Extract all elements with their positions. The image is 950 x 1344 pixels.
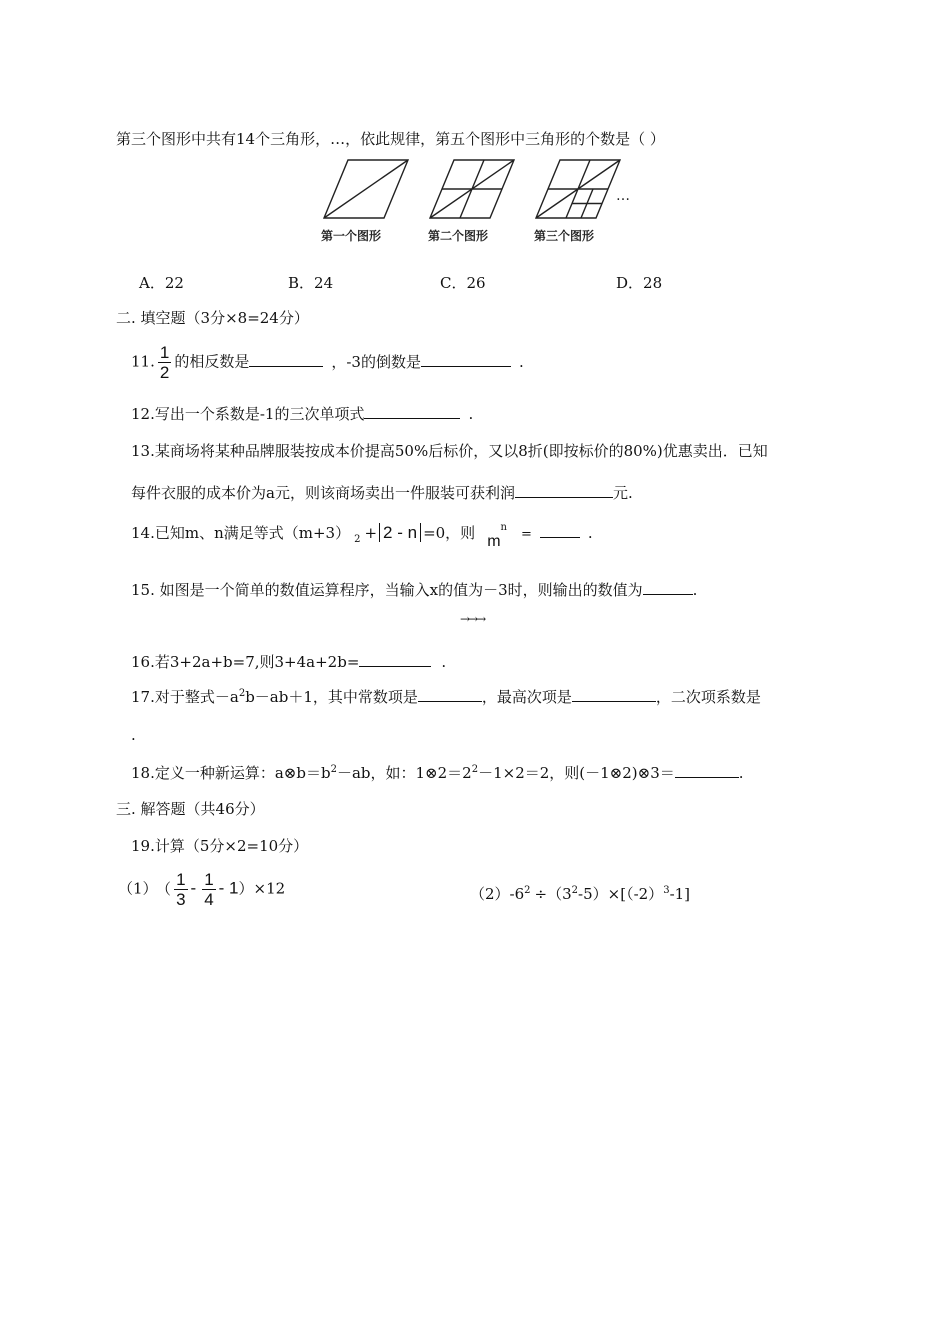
figure-ellipsis: …: [616, 188, 630, 204]
q15-end: .: [692, 581, 698, 599]
q19-p1-minus1: -: [190, 878, 197, 898]
q19-title: 19.计算（5分×2=10分）: [131, 837, 309, 855]
q19-p2: （2）-6: [470, 885, 525, 903]
q15-blank[interactable]: [643, 580, 693, 595]
q19-p1-minus2: - 1: [218, 878, 239, 898]
q19-p2-d: -1]: [669, 885, 691, 903]
q18-text2: －ab，如：1⊗2＝2: [336, 764, 472, 782]
q14-exponent: 2: [354, 534, 361, 545]
q17-blank1[interactable]: [418, 687, 482, 702]
q17: [131, 686, 761, 707]
q13-line2: [131, 482, 633, 503]
q18: [131, 762, 744, 783]
q17-text3: ，二次项系数是: [655, 688, 761, 706]
q12-text: 12.写出一个系数是-1的三次单项式: [131, 405, 365, 423]
q19-p1-frac-a: [174, 870, 187, 909]
q16-end: .: [441, 653, 447, 671]
section2-title: 二. 填空题（3分×8=24分）: [116, 309, 309, 327]
q18-blank[interactable]: [675, 763, 739, 778]
frac-a-num: 1: [176, 870, 186, 889]
q17-text1: 17.对于整式－a: [131, 688, 239, 706]
q14-blank[interactable]: [540, 523, 580, 538]
q14-plus: +: [364, 524, 378, 542]
q19-p2-b: ÷（3: [534, 885, 572, 903]
q11-end: .: [518, 352, 524, 371]
q14-end: .: [587, 524, 593, 542]
q13-text: 每件衣服的成本价为a元，则该商场卖出一件服装可获利润: [131, 484, 515, 502]
q11-fraction: [158, 343, 171, 382]
q19-p1-label: （1）: [118, 879, 158, 898]
q15-text: 15. 如图是一个简单的数值运算程序，当输入x的值为－3时，则输出的数值为: [131, 581, 643, 599]
q18-text3: －1×2＝2，则(－1⊗2)⊗3＝: [478, 764, 675, 782]
q17-exp: 2: [238, 688, 246, 699]
q15: [131, 579, 697, 600]
q11-text2: ，-3的倒数是: [331, 352, 421, 371]
q11-frac-den: 2: [159, 363, 170, 382]
q19-p2-c: -5）×[（-2）: [578, 885, 664, 903]
q18-text1: 18.定义一种新运算：a⊗b＝b: [131, 764, 331, 782]
figure1-label: 第一个图形: [321, 229, 382, 243]
q11-text1: 的相反数是: [174, 352, 250, 371]
q13-line1: 13.某商场将某种品牌服装按成本价提高50%后标价，又以8折(即按标价的80%)优惠卖出．已知: [131, 442, 768, 460]
triangle-pattern-figure: [318, 158, 638, 250]
q19-part2: [470, 883, 690, 904]
q17-text1b: b－ab＋1，其中常数项是: [245, 688, 418, 706]
q13-end: 元.: [612, 484, 633, 502]
q14-text2: =0，则: [423, 524, 476, 542]
q11-frac-num: 1: [159, 343, 170, 362]
q19-p2-sq: 2: [524, 885, 531, 896]
q12: [131, 403, 473, 424]
q19-p1-frac-b: [202, 870, 215, 909]
q16: [131, 651, 446, 672]
q19-p1-tail: ）×12: [238, 879, 286, 898]
q18-end: .: [738, 764, 744, 782]
q12-blank[interactable]: [364, 404, 460, 419]
q17-text2: ，最高次项是: [481, 688, 572, 706]
option-d: D．28: [616, 274, 663, 292]
q18-exp1: 2: [330, 764, 337, 775]
q11-number: 11.: [131, 352, 155, 371]
q11: [131, 343, 524, 382]
figure3-label: 第三个图形: [534, 229, 595, 243]
q15-flow-arrows: →→→: [460, 612, 485, 626]
figure2-label: 第二个图形: [428, 229, 489, 243]
q17-continuation: .: [131, 726, 136, 744]
q10-text: 第三个图形中共有14个三角形，…，依此规律，第五个图形中三角形的个数是（ ）: [116, 130, 665, 148]
section3-title: 三. 解答题（共46分）: [116, 800, 265, 818]
q11-blank2[interactable]: [421, 352, 511, 367]
q14-eq: =: [520, 527, 532, 542]
q11-blank1[interactable]: [249, 352, 323, 367]
frac-a-den: 3: [176, 890, 186, 909]
q17-blank2[interactable]: [572, 687, 656, 702]
option-a: A．22: [139, 274, 184, 292]
q14-text1: 14.已知m、n满足等式（m+3）: [131, 524, 351, 542]
q14-absolute-value: 2 - n: [379, 523, 421, 542]
q19-p2-cube: 3: [663, 885, 670, 896]
frac-b-den: 4: [204, 890, 214, 909]
frac-b-num: 1: [204, 870, 214, 889]
option-b: B．24: [288, 274, 334, 292]
q14-n: n: [500, 522, 507, 533]
q14-m: m: [487, 533, 501, 550]
q19-part1: [118, 870, 285, 909]
q14: [131, 522, 593, 550]
q19-p1-open: （: [163, 879, 172, 898]
q19-p2-sq2: 2: [571, 885, 579, 896]
q12-end: .: [468, 405, 474, 423]
option-c: C．26: [440, 274, 486, 292]
q16-blank[interactable]: [359, 652, 431, 667]
q13-blank[interactable]: [515, 483, 613, 498]
q16-text: 16.若3+2a+b=7,则3+4a+2b=: [131, 653, 360, 671]
q18-exp2: 2: [471, 764, 479, 775]
